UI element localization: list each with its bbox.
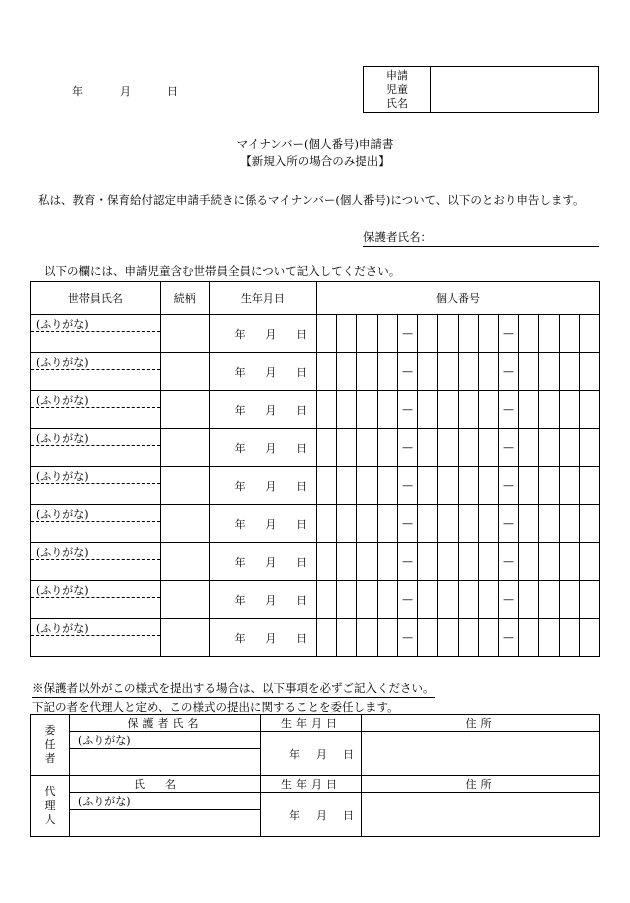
header-agent-dob: 生年月日 (261, 776, 362, 793)
number-digit-cell[interactable] (559, 581, 579, 619)
header-delegator-address: 住所 (362, 715, 600, 732)
table-row (31, 619, 600, 657)
number-digit-cell[interactable] (377, 315, 397, 353)
member-name-field[interactable] (31, 619, 161, 657)
number-digit-cell[interactable] (438, 315, 458, 353)
number-digit-cell[interactable] (357, 505, 377, 543)
furigana-label: (ふりがな) (36, 508, 89, 521)
dob-day: 日 (296, 327, 308, 341)
number-digit-cell[interactable] (418, 391, 438, 429)
number-digit-cell[interactable] (438, 543, 458, 581)
number-separator: — (498, 619, 518, 657)
number-separator: — (397, 353, 417, 391)
agent-dob-day: 日 (343, 808, 354, 822)
dob-month: 月 (265, 365, 277, 379)
delegator-label-3: 者 (44, 752, 56, 765)
member-name-field[interactable] (31, 581, 161, 619)
number-digit-cell[interactable] (579, 581, 599, 619)
furigana-divider (31, 597, 160, 598)
member-dob-field[interactable] (209, 619, 316, 657)
number-digit-cell[interactable] (337, 353, 357, 391)
member-relation-field[interactable] (160, 619, 209, 657)
number-digit-cell[interactable] (519, 581, 539, 619)
number-digit-cell[interactable] (438, 429, 458, 467)
furigana-divider (31, 521, 160, 522)
number-digit-cell[interactable] (559, 391, 579, 429)
number-digit-cell[interactable] (337, 467, 357, 505)
number-digit-cell[interactable] (539, 353, 559, 391)
agent-dob-field[interactable] (261, 793, 362, 837)
number-digit-cell[interactable] (478, 315, 498, 353)
agent-furigana-label: (ふりがな) (78, 795, 131, 808)
delegator-label (31, 715, 70, 776)
member-dob-field[interactable] (209, 429, 316, 467)
dob-year: 年 (234, 593, 246, 607)
child-label-line1: 申請 (386, 68, 408, 82)
dob-day: 日 (296, 441, 308, 455)
number-separator: — (397, 505, 417, 543)
number-digit-cell[interactable] (337, 619, 357, 657)
number-digit-cell[interactable] (519, 391, 539, 429)
number-digit-cell[interactable] (337, 505, 357, 543)
furigana-divider (31, 635, 160, 636)
number-digit-cell[interactable] (579, 429, 599, 467)
number-digit-cell[interactable] (539, 505, 559, 543)
number-digit-cell[interactable] (478, 391, 498, 429)
number-separator: — (498, 429, 518, 467)
dob-year: 年 (234, 517, 246, 531)
furigana-label: (ふりがな) (36, 394, 89, 407)
number-digit-cell[interactable] (559, 505, 579, 543)
number-digit-cell[interactable] (337, 315, 357, 353)
number-digit-cell[interactable] (478, 619, 498, 657)
number-digit-cell[interactable] (337, 429, 357, 467)
member-dob-field[interactable] (209, 391, 316, 429)
number-digit-cell[interactable] (438, 505, 458, 543)
furigana-divider (31, 483, 160, 484)
statement-text: 私は、教育・保育給付認定申請手続きに係るマイナンバー(個人番号)について、以下のとおり申告します。 (38, 193, 585, 207)
number-separator: — (498, 353, 518, 391)
number-separator: — (397, 467, 417, 505)
number-digit-cell[interactable] (418, 315, 438, 353)
dob-year: 年 (234, 403, 246, 417)
delegator-dob-field[interactable] (261, 732, 362, 776)
number-digit-cell[interactable] (377, 353, 397, 391)
member-dob-field[interactable] (209, 467, 316, 505)
date-year: 年 (72, 85, 83, 98)
number-digit-cell[interactable] (377, 505, 397, 543)
member-name-field[interactable] (31, 543, 161, 581)
delegator-label-2: 任 (44, 738, 56, 751)
dob-month: 月 (265, 631, 277, 645)
number-digit-cell[interactable] (458, 315, 478, 353)
member-dob-field[interactable] (209, 353, 316, 391)
dob-year: 年 (234, 365, 246, 379)
agent-label-2: 理 (44, 799, 56, 812)
number-digit-cell[interactable] (478, 505, 498, 543)
number-digit-cell[interactable] (418, 429, 438, 467)
dob-month: 月 (265, 555, 277, 569)
number-digit-cell[interactable] (458, 619, 478, 657)
number-separator: — (397, 429, 417, 467)
dob-month: 月 (265, 593, 277, 607)
number-digit-cell[interactable] (438, 353, 458, 391)
delegator-furigana-label: (ふりがな) (78, 734, 131, 747)
dob-month: 月 (265, 441, 277, 455)
applicant-child-name-field[interactable] (431, 67, 599, 113)
members-body (31, 315, 600, 657)
number-digit-cell[interactable] (337, 543, 357, 581)
applicant-child-label (364, 67, 431, 113)
dob-year: 年 (234, 479, 246, 493)
number-digit-cell[interactable] (478, 581, 498, 619)
number-digit-cell[interactable] (458, 429, 478, 467)
child-label-line2: 児童 (386, 82, 408, 96)
number-separator: — (498, 315, 518, 353)
dob-month: 月 (265, 479, 277, 493)
number-digit-cell[interactable] (579, 619, 599, 657)
furigana-label: (ふりがな) (36, 622, 89, 635)
member-dob-field[interactable] (209, 543, 316, 581)
table-row (31, 505, 600, 543)
child-label-line3: 氏名 (386, 96, 408, 110)
header-agent-name: 氏名 (70, 776, 261, 793)
number-digit-cell[interactable] (438, 619, 458, 657)
furigana-label: (ふりがな) (36, 470, 89, 483)
delegator-dob-day: 日 (343, 747, 354, 761)
number-digit-cell[interactable] (458, 505, 478, 543)
header-member-name: 世帯員氏名 (31, 282, 161, 315)
number-digit-cell[interactable] (357, 543, 377, 581)
delegation-statement: 下記の者を代理人と定め、この様式の提出に関することを委任します。 (32, 700, 399, 714)
number-digit-cell[interactable] (317, 505, 337, 543)
number-digit-cell[interactable] (377, 543, 397, 581)
dob-day: 日 (296, 593, 308, 607)
dob-year: 年 (234, 555, 246, 569)
number-separator: — (498, 543, 518, 581)
number-digit-cell[interactable] (317, 619, 337, 657)
number-digit-cell[interactable] (519, 315, 539, 353)
number-digit-cell[interactable] (478, 429, 498, 467)
number-digit-cell[interactable] (559, 429, 579, 467)
number-digit-cell[interactable] (458, 353, 478, 391)
number-separator: — (397, 581, 417, 619)
table-row (31, 467, 600, 505)
number-digit-cell[interactable] (317, 391, 337, 429)
number-digit-cell[interactable] (458, 391, 478, 429)
member-relation-field[interactable] (160, 543, 209, 581)
member-name-field[interactable] (31, 505, 161, 543)
number-digit-cell[interactable] (559, 353, 579, 391)
number-digit-cell[interactable] (519, 467, 539, 505)
number-digit-cell[interactable] (519, 543, 539, 581)
furigana-divider (31, 445, 160, 446)
number-digit-cell[interactable] (478, 353, 498, 391)
number-digit-cell[interactable] (377, 581, 397, 619)
number-digit-cell[interactable] (559, 315, 579, 353)
dob-day: 日 (296, 631, 308, 645)
dob-day: 日 (296, 365, 308, 379)
number-digit-cell[interactable] (478, 467, 498, 505)
furigana-divider (31, 369, 160, 370)
number-digit-cell[interactable] (539, 581, 559, 619)
number-digit-cell[interactable] (357, 353, 377, 391)
number-digit-cell[interactable] (539, 619, 559, 657)
dob-year: 年 (234, 327, 246, 341)
header-guardian-name: 保護者氏名 (70, 715, 261, 732)
delegator-label-1: 委 (44, 724, 56, 737)
furigana-label: (ふりがな) (36, 318, 89, 331)
furigana-divider (31, 559, 160, 560)
date-day: 日 (167, 85, 178, 98)
number-separator: — (397, 619, 417, 657)
dob-day: 日 (296, 517, 308, 531)
number-digit-cell[interactable] (418, 467, 438, 505)
delegator-dob-year: 年 (289, 747, 300, 761)
number-digit-cell[interactable] (458, 467, 478, 505)
number-digit-cell[interactable] (337, 581, 357, 619)
number-digit-cell[interactable] (438, 581, 458, 619)
number-digit-cell[interactable] (579, 505, 599, 543)
number-digit-cell[interactable] (377, 619, 397, 657)
delegator-address-field[interactable] (362, 732, 600, 776)
header-relation: 続柄 (160, 282, 209, 315)
number-digit-cell[interactable] (539, 315, 559, 353)
form-subtitle: 【新規入所の場合のみ提出】 (240, 154, 390, 168)
furigana-divider (31, 407, 160, 408)
member-relation-field[interactable] (160, 505, 209, 543)
guardian-name-label: 保護者氏名： (363, 230, 432, 244)
number-digit-cell[interactable] (458, 543, 478, 581)
member-relation-field[interactable] (160, 467, 209, 505)
members-header-row (31, 282, 600, 315)
table-row (31, 391, 600, 429)
header-delegator-dob: 生年月日 (261, 715, 362, 732)
number-digit-cell[interactable] (579, 467, 599, 505)
number-digit-cell[interactable] (418, 543, 438, 581)
agent-address-field[interactable] (362, 793, 600, 837)
number-digit-cell[interactable] (357, 619, 377, 657)
number-digit-cell[interactable] (418, 505, 438, 543)
furigana-label: (ふりがな) (36, 356, 89, 369)
furigana-label: (ふりがな) (36, 584, 89, 597)
delegator-dob-month: 月 (316, 747, 327, 761)
number-digit-cell[interactable] (438, 467, 458, 505)
number-separator: — (498, 391, 518, 429)
table-row (31, 353, 600, 391)
number-digit-cell[interactable] (519, 619, 539, 657)
number-digit-cell[interactable] (519, 353, 539, 391)
member-relation-field[interactable] (160, 353, 209, 391)
member-relation-field[interactable] (160, 315, 209, 353)
member-dob-field[interactable] (209, 315, 316, 353)
number-digit-cell[interactable] (519, 429, 539, 467)
table-row (31, 543, 600, 581)
number-separator: — (397, 543, 417, 581)
dob-year: 年 (234, 631, 246, 645)
agent-label-1: 代 (44, 785, 56, 798)
number-digit-cell[interactable] (357, 391, 377, 429)
header-dob: 生年月日 (209, 282, 316, 315)
number-digit-cell[interactable] (357, 467, 377, 505)
number-digit-cell[interactable] (539, 429, 559, 467)
number-digit-cell[interactable] (579, 315, 599, 353)
table-row (31, 429, 600, 467)
number-digit-cell[interactable] (559, 619, 579, 657)
number-digit-cell[interactable] (317, 581, 337, 619)
number-digit-cell[interactable] (519, 505, 539, 543)
number-digit-cell[interactable] (317, 467, 337, 505)
delegator-name-field[interactable] (70, 749, 261, 776)
form-title: マイナンバー(個人番号)申請書 (236, 137, 394, 151)
number-digit-cell[interactable] (317, 315, 337, 353)
household-members-table (30, 281, 600, 657)
number-digit-cell[interactable] (418, 353, 438, 391)
number-digit-cell[interactable] (478, 543, 498, 581)
number-digit-cell[interactable] (458, 581, 478, 619)
furigana-label: (ふりがな) (36, 432, 89, 445)
notice-text: ※保護者以外がこの様式を提出する場合は、以下事項を必ずご記入ください。 (32, 680, 435, 698)
agent-dob-year: 年 (289, 808, 300, 822)
member-relation-field[interactable] (160, 581, 209, 619)
number-digit-cell[interactable] (317, 543, 337, 581)
member-name-field[interactable] (31, 315, 161, 353)
number-digit-cell[interactable] (377, 429, 397, 467)
number-digit-cell[interactable] (418, 581, 438, 619)
agent-name-field[interactable] (70, 810, 261, 837)
number-digit-cell[interactable] (317, 429, 337, 467)
furigana-label: (ふりがな) (36, 546, 89, 559)
member-name-field[interactable] (31, 353, 161, 391)
applicant-child-box (363, 66, 599, 113)
number-separator: — (498, 581, 518, 619)
number-digit-cell[interactable] (579, 353, 599, 391)
dob-month: 月 (265, 403, 277, 417)
member-dob-field[interactable] (209, 505, 316, 543)
dob-month: 月 (265, 327, 277, 341)
delegation-table (30, 714, 600, 837)
member-name-field[interactable] (31, 391, 161, 429)
number-digit-cell[interactable] (539, 543, 559, 581)
number-digit-cell[interactable] (317, 353, 337, 391)
number-digit-cell[interactable] (377, 467, 397, 505)
number-digit-cell[interactable] (357, 315, 377, 353)
dob-month: 月 (265, 517, 277, 531)
dob-day: 日 (296, 479, 308, 493)
number-digit-cell[interactable] (357, 429, 377, 467)
number-digit-cell[interactable] (559, 467, 579, 505)
instruction-text: 以下の欄には、申請児童含む世帯員全員について記入してください。 (44, 264, 401, 278)
dob-day: 日 (296, 555, 308, 569)
number-digit-cell[interactable] (579, 391, 599, 429)
number-digit-cell[interactable] (559, 543, 579, 581)
agent-label (31, 776, 70, 837)
delegator-furigana-field[interactable] (70, 732, 261, 749)
dob-year: 年 (234, 441, 246, 455)
number-separator: — (498, 505, 518, 543)
header-agent-address: 住所 (362, 776, 600, 793)
dob-day: 日 (296, 403, 308, 417)
furigana-divider (31, 331, 160, 332)
number-separator: — (498, 467, 518, 505)
number-digit-cell[interactable] (337, 391, 357, 429)
member-dob-field[interactable] (209, 581, 316, 619)
agent-label-3: 人 (44, 813, 56, 826)
number-digit-cell[interactable] (539, 391, 559, 429)
number-digit-cell[interactable] (418, 619, 438, 657)
number-digit-cell[interactable] (579, 543, 599, 581)
number-separator: — (397, 315, 417, 353)
member-name-field[interactable] (31, 429, 161, 467)
number-digit-cell[interactable] (357, 581, 377, 619)
date-month: 月 (120, 85, 131, 98)
table-row (31, 581, 600, 619)
number-digit-cell[interactable] (377, 391, 397, 429)
header-personal-number: 個人番号 (317, 282, 600, 315)
member-relation-field[interactable] (160, 391, 209, 429)
number-digit-cell[interactable] (438, 391, 458, 429)
number-separator: — (397, 391, 417, 429)
number-digit-cell[interactable] (539, 467, 559, 505)
table-row (31, 315, 600, 353)
agent-furigana-field[interactable] (70, 793, 261, 810)
member-relation-field[interactable] (160, 429, 209, 467)
agent-dob-month: 月 (316, 808, 327, 822)
guardian-name-field[interactable] (363, 229, 599, 247)
member-name-field[interactable] (31, 467, 161, 505)
